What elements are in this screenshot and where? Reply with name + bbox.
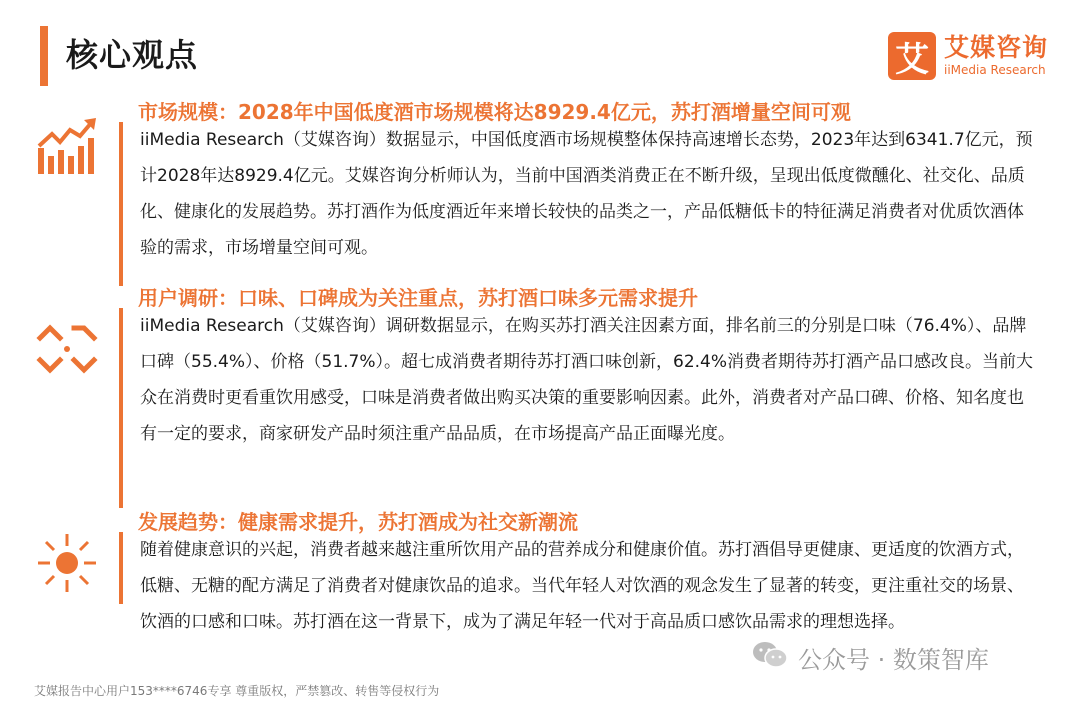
section-accent-bar <box>119 308 123 508</box>
logo-name-en: iiMedia Research <box>944 63 1046 77</box>
section-heading: 市场规模：2028年中国低度酒市场规模将达8929.4亿元，苏打酒增量空间可观 <box>138 100 851 124</box>
wechat-icon <box>752 641 788 675</box>
section-body: 随着健康意识的兴起，消费者越来越注重所饮用产品的营养成分和健康价值。苏打酒倡导更健康、更适度的饮酒方式，低糖、无糖的配方满足了消费者对健康饮品的追求。当代年轻人对饮酒的观念发生了显著的转变，更注重社交的场景、饮酒的口感和口味。苏打酒在这一背景下，成为了满足年轻一代对于高品质口感饮品需求的理想选择。 <box>140 540 1024 632</box>
sun-icon <box>36 532 98 594</box>
wechat-watermark <box>752 640 989 675</box>
section-heading: 用户调研：口味、口碑成为关注重点，苏打酒口味多元需求提升 <box>138 286 698 310</box>
section-heading: 发展趋势：健康需求提升，苏打酒成为社交新潮流 <box>138 510 578 534</box>
watermark-text: 公众号 · 数策智库 <box>798 646 989 674</box>
title-accent-bar <box>40 26 48 86</box>
logo-text <box>944 34 1048 78</box>
page-title: 核心观点 <box>66 36 199 74</box>
section-body: iiMedia Research（艾媒咨询）数据显示，中国低度酒市场规模整体保持高速增长态势，2023年达到6341.7亿元，预计2028年达8929.4亿元。艾媒咨询分析师认为，当前中国酒类消费正在不断升级，呈现出低度微醺化、社交化、品质化、健康化的发展趋势。苏打酒作为低度酒近年来增长较快的品类之一，产品低糖低卡的特征满足消费者对优质饮酒体验的需求，市场增量空间可观。 <box>140 130 1033 258</box>
section-accent-bar <box>119 532 123 604</box>
brand-logo <box>888 30 1048 82</box>
growth-chart-icon <box>36 116 98 178</box>
copyright-footer: 艾媒报告中心用户153****6746专享 尊重版权，严禁篡改、转售等侵权行为 <box>34 684 440 698</box>
logo-name-cn: 艾媒咨询 <box>944 33 1049 62</box>
section-accent-bar <box>119 122 123 286</box>
focus-arrows-icon <box>36 318 98 380</box>
section-body: iiMedia Research（艾媒咨询）调研数据显示，在购买苏打酒关注因素方面，排名前三的分别是口味（76.4%）、品牌口碑（55.4%）、价格（51.7%）。超七成消费者期待苏打酒口味创新，62.4%消费者期待苏打酒产品口感改良。当前大众在消费时更看重饮用感受，口味是消费者做出购买决策的重要影响因素。此外，消费者对产品口碑、价格、知名度也有一定的要求，商家研发产品时须注重产品品质，在市场提高产品正面曝光度。 <box>140 316 1034 444</box>
logo-mark: 艾 <box>888 32 936 80</box>
